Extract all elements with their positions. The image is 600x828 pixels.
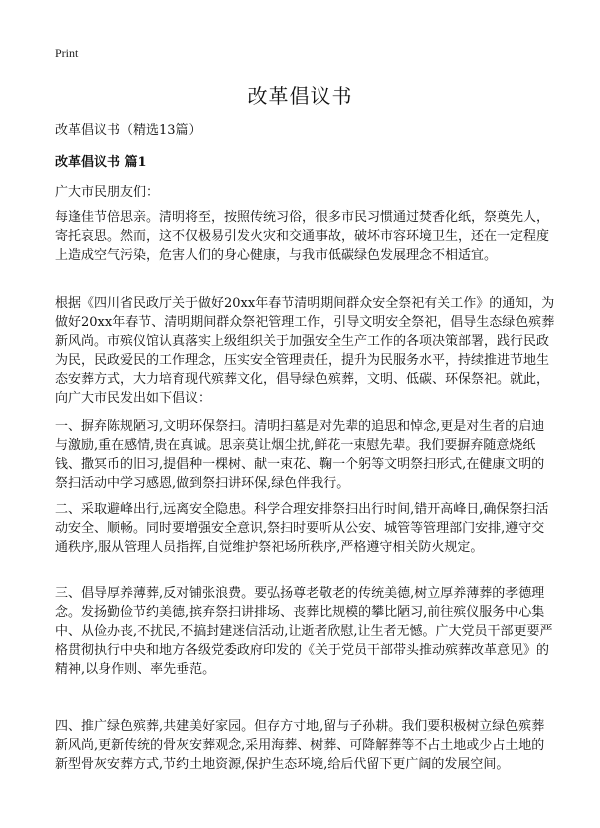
- paragraph-item-2: 二、采取避峰出行,远离安全隐患。科学合理安排祭扫出行时间,错开高峰日,确保祭扫活动安全、顺畅。同时要增强安全意识,祭扫时要听从公安、城管等管理部门安排,遵守交通秩序,服从管理人员指挥,自觉维护祭祀场所秩序,严格遵守相关防火规定。: [55, 502, 549, 555]
- print-label[interactable]: Print: [55, 46, 79, 60]
- document-subtitle: 改革倡议书（精选13篇）: [55, 123, 202, 138]
- paragraph-item-3: 三、倡导厚养薄葬,反对铺张浪费。要弘扬尊老敬老的传统美德,树立厚养薄葬的孝德理念。发扬勤俭节约美德,摈弃祭扫讲排场、丧葬比规模的攀比陋习,前往殡仪服务中心集中、从俭办丧,不扰民,不搞封建迷信活动,让逝者欣慰,让生者无憾。广大党员干部更要严格贯彻执行中央和地方各级党委政府印发的《关于党员干部带头推动殡葬改革意见》的精神,以身作则、率先垂范。: [55, 586, 553, 677]
- paragraph-background: 根据《四川省民政厅关于做好20xx年春节清明期间群众安全祭祀有关工作》的通知，为做好20xx年春节、清明期间群众祭祀管理工作，引导文明安全祭祀，倡导生态绿色殡葬新风尚。市殡仪馆认真落实上级组织关于加强安全生产工作的各项决策部署，践行民政为民，民政爱民的工作理念，压实安全管理责任，提升为民服务水平，持续推进节地生态安葬方式，大力培育现代殡葬文化，倡导绿色殡葬，文明、低碳、环保祭祀。就此，向广大市民发出如下倡议：: [55, 296, 555, 406]
- page-title: 改革倡议书: [247, 84, 353, 108]
- paragraph-item-1: 一、摒弃陈规陋习,文明环保祭扫。清明扫墓是对先辈的追思和悼念,更是对生者的启迪与激励,重在感情,贵在真诚。思亲莫让烟尘扰,鲜花一束慰先辈。我们要摒弃随意烧纸钱、撒冥币的旧习,提倡种一棵树、献一束花、鞠一个躬等文明祭扫形式,在健康文明的祭扫活动中学习感恩,做到祭扫讲环保,绿色伴我行。: [55, 419, 545, 491]
- paragraph-item-4: 四、推广绿色殡葬,共建美好家园。但存方寸地,留与子孙耕。我们要积极树立绿色殡葬新风尚,更新传统的骨灰安葬观念,采用海葬、树葬、可降解葬等不占土地或少占土地的新型骨灰安葬方式,节约土地资源,保护生态环境,给后代留下更广阔的发展空间。: [55, 719, 545, 772]
- section-heading: 改革倡议书 篇1: [55, 155, 147, 170]
- paragraph-intro: 每逢佳节倍思亲。清明将至，按照传统习俗，很多市民习惯通过焚香化纸，祭奠先人，寄托哀思。然而，这不仅极易引发火灾和交通事故，破坏市容环境卫生，还在一定程度上造成空气污染，危害人们的身心健康，与我市低碳绿色发展理念不相适宜。: [55, 210, 550, 263]
- salutation: 广大市民朋友们：: [55, 185, 160, 200]
